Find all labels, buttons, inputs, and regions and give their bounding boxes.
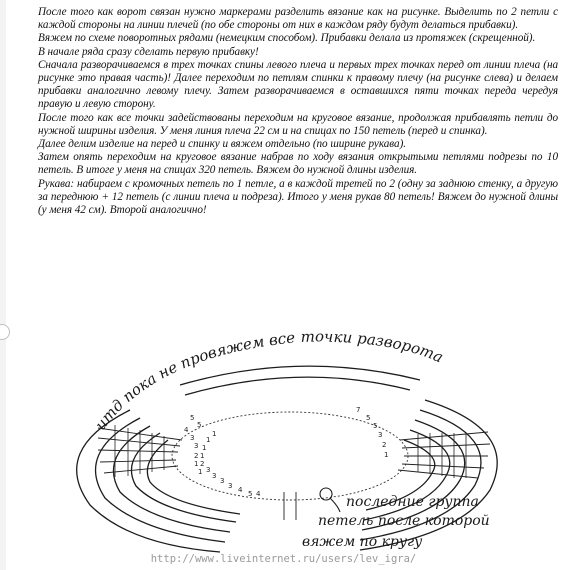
right-digit: 5	[373, 422, 378, 430]
left-digit: 3	[194, 442, 199, 450]
bottom-digit: 1	[206, 436, 211, 444]
yoke-diagram	[0, 320, 567, 570]
bottom-digit: 4	[256, 490, 261, 498]
bottom-annotation-line-3: вяжем по кругу	[302, 534, 423, 550]
paragraph-1: После того как ворот связан нужно маркерами разделить вязание как на рисунке. Выделить по 2 петли с каждой стороны на линии плечей (по обе стороны от них в каждом ряду будут делаться прибавки).	[38, 6, 558, 32]
bottom-digit: 3	[212, 472, 217, 480]
bottom-annotation-line-2: петель после которой	[318, 513, 490, 529]
bottom-digit: 1	[202, 444, 207, 452]
right-digits	[356, 406, 388, 459]
instruction-text	[38, 6, 558, 217]
bottom-digit: 2	[200, 460, 205, 468]
left-digit: 3	[190, 434, 195, 442]
left-digit: 4	[184, 426, 189, 434]
left-digit: 2	[194, 452, 199, 460]
paragraph-7: Затем опять переходим на круговое вязание набрав по ходу вязания открытыми петлями подрезы по 10 петель. В итоге у меня на спицах 320 петель. Вяжем до нужной длины изделия.	[38, 151, 558, 177]
bottom-digit: 1	[212, 430, 217, 438]
right-digit: 2	[382, 441, 387, 449]
annotation-arrow	[320, 488, 340, 512]
bottom-digit: 3	[220, 477, 225, 485]
right-digit: 1	[384, 451, 389, 459]
bottom-digit: 3	[228, 482, 233, 490]
bottom-digit: 3	[206, 466, 211, 474]
watermark-url: http://www.liveinternet.ru/users/lev_igra/	[150, 553, 417, 565]
left-digit: 1	[198, 468, 203, 476]
right-digit: 7	[356, 406, 361, 414]
paragraph-2: Вяжем по схеме поворотных рядами (немецким способом). Прибавки делала из протяжек (скрещенной).	[38, 32, 536, 45]
left-digit: 1	[194, 460, 199, 468]
paragraph-5: После того как все точки задействованы переходим на круговое вязание, продолжая прибавлять петли до нужной ширины изделия. У меня линия плеча 22 см и на спицах по 150 петель (перед и спинка).	[38, 111, 558, 137]
top-annotation: итд пока не провяжем все точки разворота	[91, 327, 446, 434]
left-digit: 5	[190, 414, 195, 422]
paragraph-4: Сначала разворачиваемся в трех точках спины левого плеча и первых трех точках перед от линии плеча (на рисунке это правая часть)! Далее переходим по петлям спинки к правому плечу (на рисунке слева) и делаем прибавки аналогично левому плечу. Затем разворачиваемся в оставшихся пяти точках переда чередуя правую и левую сторону.	[38, 58, 558, 111]
paragraph-6: Далее делим изделие на перед и спинку и вяжем отдельно (по ширине рукава).	[38, 138, 406, 151]
bottom-digits	[200, 430, 261, 498]
right-digit: 3	[378, 431, 383, 439]
bottom-digit: 1	[200, 452, 205, 460]
bottom-digit: 4	[238, 486, 243, 494]
left-digit: 5	[197, 421, 202, 429]
bottom-annotation-line-1: последние группа	[346, 494, 479, 510]
bottom-digit: 5	[248, 490, 253, 498]
paragraph-3: В начале ряда сразу сделать первую прибавку!	[38, 45, 259, 58]
paragraph-8: Рукава: набираем с кромочных петель по 1 петле, а в каждой третей по 2 (одну за заднюю стенку, а другую за переднюю + 12 петель (с линии плеча и подреза). Итого у меня рукав 80 петель! Вяжем до нужной длины (у меня 42 см). Второй аналогично!	[38, 177, 558, 217]
right-digit: 5	[366, 414, 371, 422]
